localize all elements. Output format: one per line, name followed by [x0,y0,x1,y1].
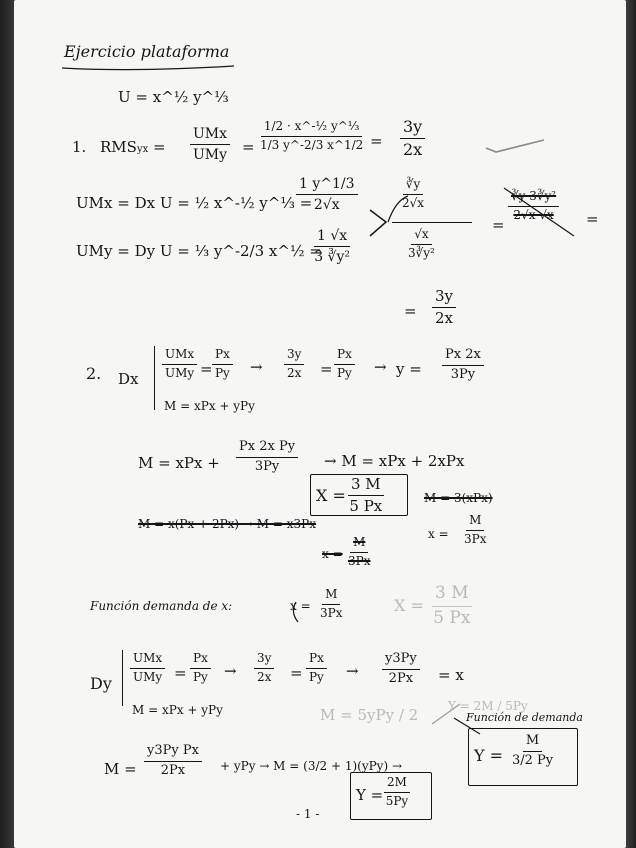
fraction-numerator: UMx [190,126,230,145]
y-equals: y = [396,360,422,378]
fraction-numerator: UMx [162,348,197,365]
fraction-denominator: Py [308,669,324,684]
fraction-denominator: UMy [164,365,195,380]
m-rest-expression: + yPy → M = (3/2 + 1)(yPy) → [220,759,403,773]
px-py-fraction [212,348,233,381]
fraction-numerator: M [350,536,368,553]
fraction-numerator: 3 M [348,476,384,496]
fraction-numerator: Px 2x [442,348,484,366]
fraction-denominator: 2√x √x [513,207,554,222]
m-eq-lhs: M = [104,760,137,778]
fraction-numerator: 3y [254,652,274,669]
page-number: - 1 - [296,807,320,821]
fraction-numerator: M [523,734,542,752]
fraction-numerator: Px [334,348,355,365]
system-bar [122,650,123,706]
fraction-denominator: 2Px [388,670,414,686]
main-fraction-bar [392,222,472,223]
combined-denominator-fraction [408,228,435,261]
fraction-denominator: Py [192,669,208,684]
fraction-denominator: 3Px [320,605,343,620]
equals-sign: = [586,210,599,228]
fraction-denominator: 2x [403,140,423,160]
fraction-numerator: M [466,514,484,531]
fraction-numerator: Px [212,348,233,365]
fraction-denominator: 3∛y² [408,245,435,260]
umx-derivation: UMx = Dx U = ½ x^-½ y^⅓ = [76,194,313,212]
fraction-denominator: UMy [192,147,228,164]
m-substitution-fraction [144,744,202,779]
fraction-numerator: 1 √x [314,228,350,247]
umx-umy-fraction [130,652,165,685]
boxed-x-fraction [348,476,384,516]
fraction-numerator: ∛y 3∛y² [508,190,559,207]
fraction-denominator: 2√x [402,195,425,210]
rms-subscript: yx [136,144,149,155]
fraction-denominator: 5 Px [349,497,383,516]
crossed-x-fraction [348,536,370,569]
boxed-y-big-fraction [512,734,553,769]
umy-result-fraction [314,228,350,265]
section-1-number: 1. [72,138,87,156]
x-equals-right: x = [428,527,449,541]
umy-derivation: UMy = Dy U = ⅓ y^-2/3 x^½ = [76,242,322,260]
fraction-denominator: Py [214,365,230,380]
page-title: Ejercicio plataforma [64,42,230,61]
px-py-fraction [334,348,355,381]
crossed-m-derivation: M = x(Px + 2Px) → M = x3Px [138,517,317,531]
umx-result-fraction [296,176,358,213]
faint-x-lhs: X = [394,596,424,615]
fraction-numerator: 3 M [432,584,472,607]
fraction-numerator: Px [306,652,327,669]
boxed-y-small-lhs: Y = [356,786,384,804]
equals-x: = x [438,666,464,684]
fraction-denominator: 3/2 Py [512,752,554,768]
fraction-numerator: UMx [130,652,165,669]
demanda-x-label: Función demanda de x: [90,599,233,613]
fraction-denominator: 3Px [464,531,487,546]
fraction-denominator: 5Py [385,793,409,808]
fraction-numerator: 3y [284,348,304,365]
fraction-numerator: 2M [384,776,410,793]
umx-umy-fraction [162,348,197,381]
fraction-denominator: Py [336,365,352,380]
system-bar [154,346,155,410]
equals-sign: = [370,132,383,150]
fraction-numerator: Px [190,652,211,669]
final-result-fraction [432,288,456,328]
fraction-denominator: 2√x [313,197,340,214]
fraction-denominator: 2x [287,365,302,380]
fraction-numerator: ∛y [403,178,423,195]
dy-label: Dy [90,674,112,693]
rms-text: RMS [100,138,137,156]
rms-label: RMSyx = [100,138,166,156]
equals-sign: = [404,302,417,320]
budget-constraint: M = xPx + yPy [164,399,255,413]
3y-2x-fraction [284,348,304,381]
fraction-denominator: 2x [257,669,272,684]
budget-constraint: M = xPx + yPy [132,703,223,717]
fraction-denominator: 5 Px [433,607,471,628]
px-py-fraction [306,652,327,685]
fraction-numerator: Px 2x Py [236,440,298,458]
3y-2x-fraction [254,652,274,685]
combined-numerator-fraction [402,178,424,211]
mux-over-muy-fraction [190,126,230,163]
fraction-denominator: 3Px [348,553,371,568]
fraction-denominator: 3 ∛y² [314,249,350,266]
crossed-x-lhs: x = [322,547,343,561]
x-right-fraction [464,514,486,547]
y3py-fraction [382,652,420,687]
crossed-fraction [508,190,559,223]
fraction-numerator: y3Py [382,652,420,670]
equals-sign: = [492,216,505,234]
fraction-denominator: UMy [132,669,163,684]
fraction-denominator: 3Py [254,458,280,474]
fraction-numerator: y3Py Px [144,744,202,762]
faint-x-fraction [432,584,472,628]
demanda-x-fraction [320,588,342,621]
faint-y-equation: Y = 2M / 5Py [448,699,528,713]
m-substitution-fraction [236,440,298,475]
fraction-numerator: 1 y^1/3 [296,176,358,195]
dx-label: Dx [118,370,139,388]
ratio-expression-fraction [260,120,363,153]
fraction-numerator: 3y [432,288,456,308]
boxed-y-big-lhs: Y = [474,746,504,765]
utility-function: U = x^½ y^⅓ [118,88,229,106]
fraction-numerator: √x [411,228,431,245]
m-substitution-left: M = xPx + [138,454,220,472]
fraction-denominator: 1/3 y^-2/3 x^1/2 [260,137,364,152]
demanda-x-lhs: x = [290,599,311,613]
boxed-x-lhs: X = [316,486,346,505]
fraction-denominator: 3Py [450,366,476,382]
fraction-numerator: 3y [400,118,425,139]
rms-result-fraction [400,118,425,160]
y-solution-fraction [442,348,484,383]
faint-m-equation: M = 5yPy / 2 [320,706,419,724]
funcion-demanda-label: Función de demanda [466,711,583,724]
crossed-m-equation: M = 3(xPx) [424,491,493,505]
boxed-y-small-fraction [384,776,410,809]
m-substitution-right: → M = xPx + 2xPx [324,452,465,470]
notebook-page: Ejercicio plataforma U = x^½ y^⅓ 1. RMSyx = UMx UMy = $\frac{\text{1/2 · x\textasciicircum{}-½ y\textasciicircum{}⅓}}{1/3 y\^{}-2/3 x\^{}1/2}$ = $\frac{3y}{2x}$ UMx = Dx U = ½ x^-½ y^⅓ = $\frac{1 y\^{}1/3}{2√x}$ UMy = Dy U = ⅓ y^-2/3 x^½ = $\frac{1 √x}{\text{3 ∛y²}}$ $\frac{∛y}{2√x}$ $\frac{√x}{\text{3∛y²}}$ = $\frac{\text{∛y 3∛y²}}{2√x √x}$ = = $\frac{3y}{2x}$ 2. Dx UMx UMy = $\frac{Px}{Py}$ → $\frac{3y}{2x}$ = $\frac{Px}{Py}$ → y = $\frac{Px 2x}{3Py}$ M = xPx + yPy M = xPx + $\frac{\text{Px 2x Py}}{3Py}$ → M = xPx + 2xPx X = $\frac{3 M}{5 Px}$ M = 3(xPx) M = x(Px + 2Px) → M = x3Px x = $\frac{M}{3Px}$ x = $\frac{M}{3Px}$ Función demanda de x: x = $\frac{M}{3Px}$ X = $\frac{3 M}{5 Px}$ Dy UMx UMy = $\frac{Px}{Py}$ → $\frac{3y}{2x}$ = $\frac{Px}{Py}$ → $\frac{y3Py}{2Px}$ = x M = xPx + yPy M = 5yPy / 2 Y = 2M / 5Py Función de demanda M = $\frac{\text{y3Py Px}}{2Px}$ + yPy → M = (3/2 + 1)(yPy) → Y = $\frac{M}{3/2 Py}$ Y = $\frac{2M}{5Py}$ - 1 - [14,0,626,848]
fraction-numerator: M [322,588,340,605]
fraction-numerator: 1/2 · x^-½ y^⅓ [261,120,363,137]
fraction-denominator: 2Px [160,762,186,778]
px-py-fraction [190,652,211,685]
section-2-number: 2. [86,364,102,383]
equals-sign: = [242,138,255,156]
fraction-denominator: 2x [435,309,454,328]
